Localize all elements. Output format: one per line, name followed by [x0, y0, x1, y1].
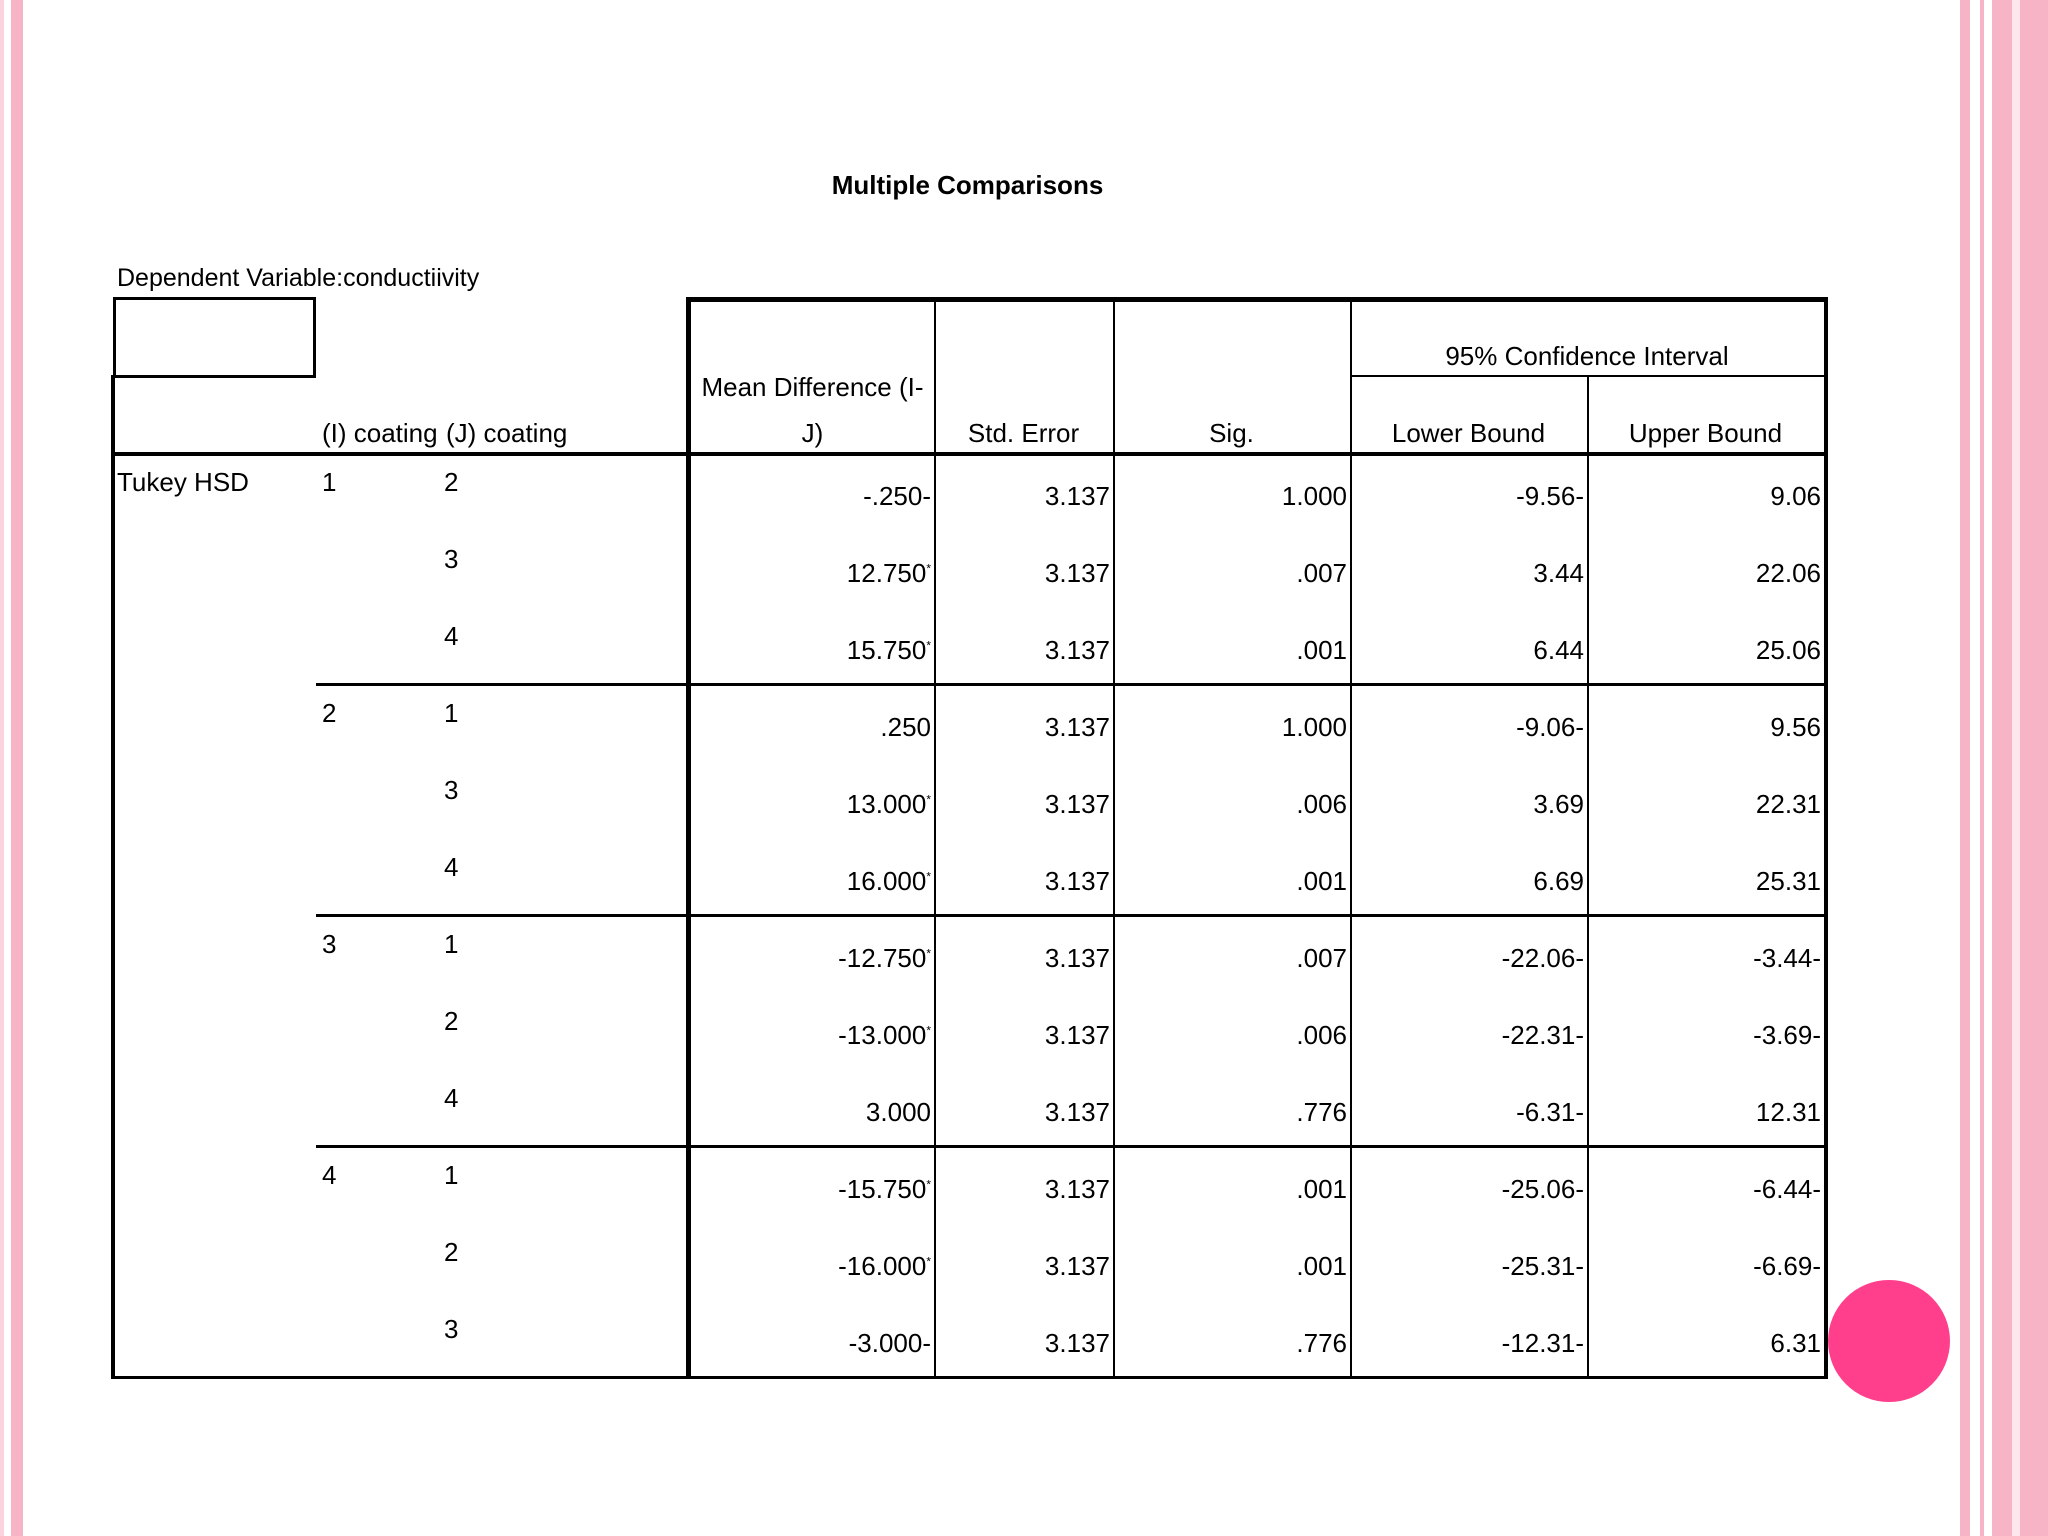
std-error-value: 3.137	[1044, 712, 1110, 742]
table-title: Multiple Comparisons	[831, 170, 1104, 200]
mean-difference-value	[686, 1251, 931, 1282]
sig-value: 1.000	[1281, 481, 1347, 511]
std-error-value: 3.137	[1044, 1251, 1110, 1281]
upper-bound-value: -3.44-	[1753, 943, 1821, 973]
j-coating-value: 3	[444, 544, 459, 574]
header-corner-box-bottom	[113, 375, 316, 378]
pink-circle-decoration	[1828, 1280, 1950, 1402]
i-coating-value: 4	[322, 1160, 337, 1190]
upper-bound-value: 22.31	[1755, 789, 1821, 819]
j-coating-value: 4	[444, 852, 459, 882]
significance-star: *	[926, 1254, 931, 1269]
std-error-value: 3.137	[1044, 1328, 1110, 1358]
mean-difference-text: -.250-	[863, 481, 931, 511]
significance-star: *	[926, 638, 931, 653]
j-coating-value: 1	[444, 698, 459, 728]
header-corner-box-top	[113, 297, 316, 300]
std-error-value: 3.137	[1044, 789, 1110, 819]
header-j-coating: (J) coating	[446, 418, 568, 448]
header-lower-bound: Lower Bound	[1391, 418, 1546, 448]
mean-difference-value	[686, 558, 931, 589]
lower-bound-value: -25.06-	[1501, 1174, 1584, 1204]
dependent-variable-label: Dependent Variable:conductiivity	[117, 264, 480, 292]
mean-difference-text: 15.750	[846, 635, 927, 665]
header-i-coating: (I) coating	[322, 418, 438, 448]
j-coating-value: 3	[444, 775, 459, 805]
upper-bound-value: 9.56	[1770, 712, 1821, 742]
std-error-value: 3.137	[1044, 635, 1110, 665]
mean-difference-text: .250	[880, 712, 931, 742]
i-coating-value: 1	[322, 467, 337, 497]
significance-star: *	[926, 792, 931, 807]
header-sig: Sig.	[1209, 418, 1254, 448]
upper-bound-value: -6.44-	[1753, 1174, 1821, 1204]
std-error-value: 3.137	[1044, 1097, 1110, 1127]
mean-difference-value	[686, 866, 931, 897]
sig-value: .006	[1296, 789, 1347, 819]
j-coating-value: 1	[444, 1160, 459, 1190]
mean-difference-value	[686, 712, 931, 743]
upper-bound-value: -3.69-	[1753, 1020, 1821, 1050]
slide-border-right-1	[1960, 0, 1970, 1536]
ci-header-underline	[1350, 375, 1827, 377]
mean-difference-value	[686, 1097, 931, 1128]
mean-difference-value	[686, 635, 931, 666]
slide-border-right-gap	[2012, 0, 2020, 1536]
std-error-value: 3.137	[1044, 481, 1110, 511]
std-error-value: 3.137	[1044, 558, 1110, 588]
header-upper-bound: Upper Bound	[1628, 418, 1783, 448]
upper-bound-value: 25.31	[1755, 866, 1821, 896]
header-mean-diff-line2: J)	[801, 418, 824, 448]
sig-value: .001	[1296, 1174, 1347, 1204]
mean-difference-text: 3.000	[865, 1097, 931, 1127]
significance-star: *	[926, 946, 931, 961]
lower-bound-value: -22.31-	[1501, 1020, 1584, 1050]
sig-value: .776	[1296, 1328, 1347, 1358]
header-ci: 95% Confidence Interval	[1445, 341, 1729, 371]
mean-difference-value	[686, 943, 931, 974]
header-std-error: Std. Error	[967, 418, 1080, 448]
lower-bound-value: 6.69	[1533, 866, 1584, 896]
upper-bound-value: 12.31	[1755, 1097, 1821, 1127]
upper-bound-value: 6.31	[1770, 1328, 1821, 1358]
lower-bound-value: -6.31-	[1516, 1097, 1584, 1127]
mean-difference-value	[686, 789, 931, 820]
mean-difference-value	[686, 1174, 931, 1205]
lower-bound-value: 6.44	[1533, 635, 1584, 665]
mean-difference-value	[686, 481, 931, 512]
sig-value: .007	[1296, 943, 1347, 973]
col-divider-sig	[1113, 297, 1115, 1378]
col-divider-meandiff	[686, 297, 691, 1378]
j-coating-value: 3	[444, 1314, 459, 1344]
sig-value: .001	[1296, 1251, 1347, 1281]
j-coating-value: 2	[444, 1237, 459, 1267]
slide-border-right-4	[2020, 0, 2048, 1536]
col-divider-stderror	[934, 297, 936, 1378]
std-error-value: 3.137	[1044, 1020, 1110, 1050]
lower-bound-value: -9.06-	[1516, 712, 1584, 742]
mean-difference-value	[686, 1020, 931, 1051]
table-top-border	[686, 297, 1827, 302]
lower-bound-value: 3.69	[1533, 789, 1584, 819]
upper-bound-value: 9.06	[1770, 481, 1821, 511]
mean-difference-value	[686, 1328, 931, 1359]
group-divider	[316, 1145, 1827, 1148]
lower-bound-value: -9.56-	[1516, 481, 1584, 511]
header-bottom-border	[111, 452, 1827, 456]
sig-value: 1.000	[1281, 712, 1347, 742]
slide-border-left	[11, 0, 23, 1536]
significance-star: *	[926, 1177, 931, 1192]
mean-difference-text: 12.750	[846, 558, 927, 588]
table-bottom-border	[111, 1376, 1827, 1379]
lower-bound-value: -25.31-	[1501, 1251, 1584, 1281]
i-coating-value: 2	[322, 698, 337, 728]
sig-value: .006	[1296, 1020, 1347, 1050]
table-right-border	[1824, 297, 1828, 1379]
significance-star: *	[926, 1023, 931, 1038]
mean-difference-text: 13.000	[846, 789, 927, 819]
j-coating-value: 4	[444, 621, 459, 651]
mean-difference-text: -3.000-	[848, 1328, 931, 1358]
sig-value: .776	[1296, 1097, 1347, 1127]
mean-difference-text: 16.000	[846, 866, 927, 896]
group-divider	[316, 914, 1827, 917]
i-coating-value: 3	[322, 929, 337, 959]
j-coating-value: 2	[444, 1006, 459, 1036]
mean-difference-text: -16.000	[838, 1251, 927, 1281]
std-error-value: 3.137	[1044, 866, 1110, 896]
upper-bound-value: -6.69-	[1753, 1251, 1821, 1281]
sig-value: .001	[1296, 635, 1347, 665]
slide-border-right-3	[1992, 0, 2012, 1536]
sig-value: .001	[1296, 866, 1347, 896]
mean-difference-text: -12.750	[838, 943, 927, 973]
sig-value: .007	[1296, 558, 1347, 588]
mean-difference-text: -15.750	[838, 1174, 927, 1204]
upper-bound-value: 22.06	[1755, 558, 1821, 588]
upper-bound-value: 25.06	[1755, 635, 1821, 665]
std-error-value: 3.137	[1044, 1174, 1110, 1204]
j-coating-value: 2	[444, 467, 459, 497]
lower-bound-value: -22.06-	[1501, 943, 1584, 973]
j-coating-value: 1	[444, 929, 459, 959]
header-mean-diff-line1: Mean Difference (I-	[701, 372, 924, 402]
slide-border-left-thin	[0, 0, 4, 1536]
mean-difference-text: -13.000	[838, 1020, 927, 1050]
method-label: Tukey HSD	[117, 467, 249, 497]
slide-border-right-2	[1980, 0, 1984, 1536]
significance-star: *	[926, 561, 931, 576]
lower-bound-value: -12.31-	[1501, 1328, 1584, 1358]
significance-star: *	[926, 869, 931, 884]
header-corner-box-left	[113, 297, 116, 375]
std-error-value: 3.137	[1044, 943, 1110, 973]
table-left-border	[111, 375, 115, 1378]
j-coating-value: 4	[444, 1083, 459, 1113]
lower-bound-value: 3.44	[1533, 558, 1584, 588]
group-divider	[316, 683, 1827, 686]
header-corner-box-right	[313, 297, 316, 375]
col-divider-lower	[1350, 297, 1352, 1378]
